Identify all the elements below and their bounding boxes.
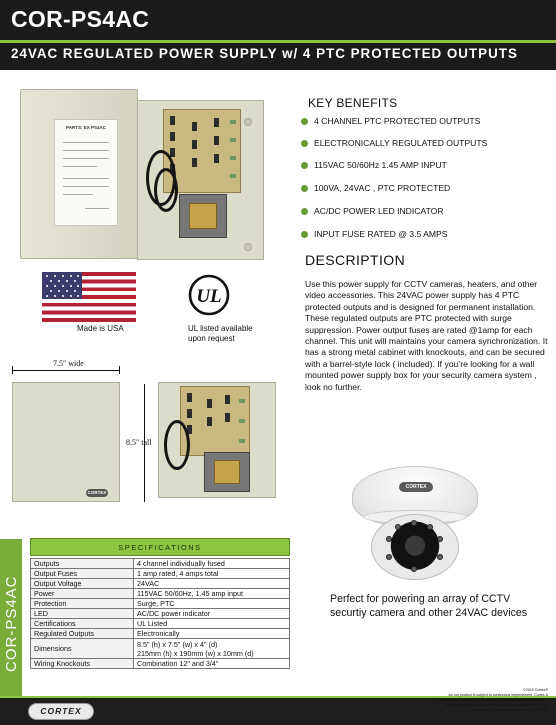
terminal: [230, 156, 236, 160]
sheet-text-line: [63, 166, 97, 167]
transformer-core: [214, 460, 240, 484]
side-model-label: COR-PS4AC: [3, 575, 20, 672]
fuse: [187, 393, 192, 402]
description-body: Use this power supply for CCTV cameras, heaters, and other video accessories. This 24VAC power supply has 4 PTC protected outputs and is designed for permanent installation. These regulated outputs are PTC protected with surge suppression. Power output fuses are rated @1amp for each channel. This unit will maintains your camera synchronization. It has a strong metal cabinet with knockouts, and can be secured with a barrel-style lock ( included). If you’re looking for a wall mounted power supply box for your security camera system , look no further.: [305, 279, 548, 392]
spec-value: 115VAC 50/60Hz, 1.45 amp input: [134, 589, 290, 599]
spec-value: Surge, PTC: [134, 599, 290, 609]
table-row: [31, 659, 290, 669]
fuse: [207, 417, 212, 426]
camera-logo-text: CORTEX: [405, 484, 427, 490]
legal-notice: [338, 688, 548, 713]
ir-led: [386, 536, 392, 542]
fuse: [214, 154, 219, 163]
camera-caption: Perfect for powering an array of CCTV securtiy camera and other 24VAC devices: [330, 593, 528, 619]
sheet-text-line: [63, 158, 109, 159]
transformer: [204, 452, 250, 492]
spec-value-line: 215mm (h) x 190mm (w) x 10mm (d): [137, 648, 254, 658]
bullet-icon: [301, 231, 308, 238]
cabinet-brand-text: CORTEX: [87, 490, 107, 495]
sheet-text-line: [63, 186, 109, 187]
transformer: [179, 194, 227, 238]
table-row: [31, 559, 290, 569]
us-flag-icon: [42, 272, 136, 322]
parts-sheet: [54, 119, 118, 226]
ir-led: [437, 536, 443, 542]
table-row: [31, 619, 290, 629]
spec-label: Output Fuses: [31, 569, 134, 579]
header-bar: [0, 0, 556, 70]
spec-label: Wiring Knockouts: [31, 659, 134, 669]
circuit-board-small: [180, 386, 250, 456]
height-dimension-label: 8.5" tall: [126, 438, 152, 447]
key-benefits-title: KEY BENEFITS: [308, 96, 398, 110]
spec-label: Power: [31, 589, 134, 599]
ul-caption: [188, 324, 253, 343]
wire-bundle: [164, 420, 190, 470]
ir-led: [386, 554, 392, 560]
benefit-text: 100VA, 24VAC , PTC PROTECTED: [314, 183, 451, 193]
cortex-logo-text: CORTEX: [40, 706, 82, 716]
spec-label: Dimensions: [31, 639, 134, 659]
fuse: [170, 148, 175, 157]
spec-label: Outputs: [31, 559, 134, 569]
bullet-icon: [301, 208, 308, 215]
fuse: [192, 140, 197, 149]
spec-label: Protection: [31, 599, 134, 609]
model-number: COR-PS4AC: [11, 6, 150, 32]
benefit-text: 115VAC 50/60Hz 1.45 AMP INPUT: [314, 160, 447, 170]
table-row: [31, 599, 290, 609]
terminal: [239, 419, 245, 423]
benefit-text: INPUT FUSE RATED @ 3.5 AMPS: [314, 229, 448, 239]
table-row: [31, 609, 290, 619]
fuse: [192, 158, 197, 167]
header-stripe: [0, 40, 556, 43]
ul-logo-icon: [188, 274, 230, 316]
cabinet-closed: [12, 382, 120, 502]
bullet-icon: [301, 140, 308, 147]
cabinet-brand-chip: [86, 489, 108, 497]
ir-led: [427, 524, 433, 530]
spec-value-line: 8.5" (h) x 7.5" (w) x 4" (d): [137, 639, 218, 649]
spec-label: Output Voltage: [31, 579, 134, 589]
spec-value: Combination 12" and 3/4": [134, 659, 290, 669]
parts-sheet-title: PARTS: EX PS4AC: [66, 125, 106, 130]
transformer-core: [189, 203, 217, 230]
specifications-title: SPECIFICATIONS: [118, 543, 202, 552]
terminal: [230, 120, 236, 124]
benefit-text: ELECTRONICALLY REGULATED OUTPUTS: [314, 138, 488, 148]
spec-label: LED: [31, 609, 134, 619]
spec-label: Regulated Outputs: [31, 629, 134, 639]
terminal: [239, 439, 245, 443]
ul-mark-text: UL: [196, 286, 222, 307]
table-row: [31, 579, 290, 589]
width-dimension-label: 7.5" wide: [53, 359, 84, 368]
benefit-text: AC/DC POWER LED INDICATOR: [314, 206, 444, 216]
spec-value: AC/DC power indicator: [134, 609, 290, 619]
bullet-icon: [301, 185, 308, 192]
sheet-text-line: [63, 194, 93, 195]
fuse: [225, 395, 230, 404]
sheet-text-line: [63, 142, 109, 143]
ir-led: [395, 524, 401, 530]
legal-line: subsidiaries reserve the right to modify product design, specifications &: [434, 697, 548, 702]
width-dimension-tick: [119, 366, 120, 374]
fuse: [225, 413, 230, 422]
fuse: [207, 399, 212, 408]
cortex-logo: [28, 703, 94, 720]
spec-value: UL Listed: [134, 619, 290, 629]
table-row: [31, 639, 290, 659]
spec-value: [134, 639, 290, 659]
knockout: [244, 243, 252, 251]
legal-line: prices without notice and without incurring any obligation. E&OE.: [445, 702, 548, 707]
sheet-text-line: [63, 178, 109, 179]
terminal: [239, 399, 245, 403]
spec-value: 4 channel individually fused: [134, 559, 290, 569]
camera-logo: [399, 482, 433, 492]
knockout: [244, 118, 252, 126]
spec-value: Electronically: [134, 629, 290, 639]
spec-value: 24VAC: [134, 579, 290, 589]
table-row: [31, 629, 290, 639]
legal-line: As our product is subject to continuous improvement, Cortex &: [448, 692, 548, 697]
fuse: [187, 409, 192, 418]
terminal: [230, 174, 236, 178]
ul-caption-line: upon request: [188, 333, 235, 343]
ir-led: [411, 566, 417, 572]
width-dimension-tick: [12, 366, 13, 374]
wire-bundle: [154, 168, 178, 212]
table-row: [31, 589, 290, 599]
bullet-icon: [301, 162, 308, 169]
fuse: [214, 136, 219, 145]
ir-led: [411, 520, 417, 526]
fuse: [192, 122, 197, 131]
flag-canton: [42, 272, 82, 299]
bullet-icon: [301, 118, 308, 125]
fuse: [170, 132, 175, 141]
width-dimension-line: [12, 370, 120, 371]
fuse: [170, 116, 175, 125]
fuse: [214, 118, 219, 127]
legal-line: Distributed by www.cortexcctv.com 01-05052015: [470, 707, 548, 712]
table-row: [31, 569, 290, 579]
description-title: DESCRIPTION: [305, 252, 406, 268]
made-in-usa-label: Made is USA: [77, 324, 124, 333]
ir-led: [437, 554, 443, 560]
ul-caption-line: UL listed available: [188, 324, 253, 333]
benefit-text: 4 CHANNEL PTC PROTECTED OUTPUTS: [314, 116, 481, 126]
terminal: [230, 138, 236, 142]
spec-label: Certifications: [31, 619, 134, 629]
specifications-table: [30, 558, 290, 669]
spec-value: 1 amp rated, 4 amps total: [134, 569, 290, 579]
legal-line: ©2015 Cortex®: [523, 688, 548, 692]
product-title: 24VAC REGULATED POWER SUPPLY w/ 4 PTC PROTECTED OUTPUTS: [11, 46, 518, 61]
sheet-text-line: [63, 150, 109, 151]
specifications-header: [30, 538, 290, 556]
sheet-text-line: [85, 208, 109, 209]
